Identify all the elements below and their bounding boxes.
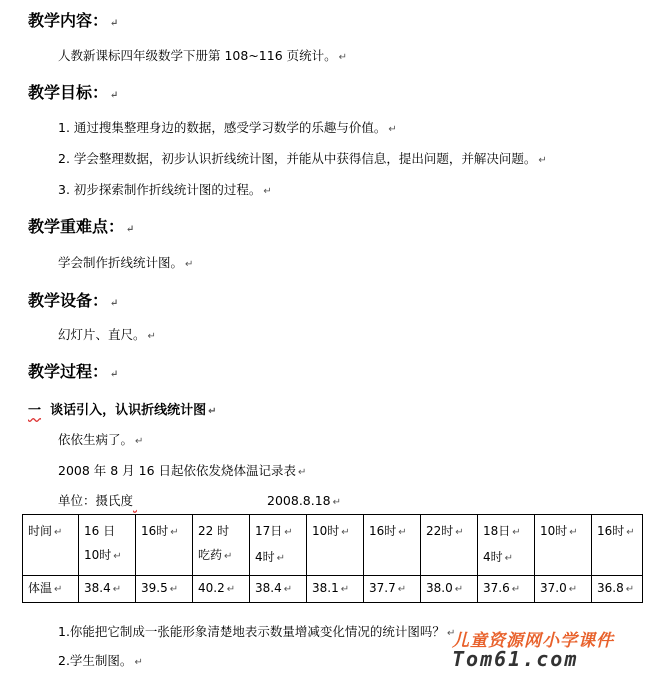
paragraph-mark-icon: ↵ <box>338 52 348 63</box>
table-cell: 10时 ↵ <box>307 515 364 576</box>
paragraph-mark-icon: ↵ <box>134 657 143 668</box>
paragraph-mark-icon: ↵ <box>224 551 233 562</box>
paragraph-mark-icon: ↵ <box>340 584 350 595</box>
paragraph-mark-icon: ↵ <box>388 124 397 135</box>
paragraph-mark-icon: ↵ <box>454 584 464 595</box>
paragraph-mark-icon: ↵ <box>298 467 307 478</box>
paragraph-mark-icon: ↵ <box>511 584 521 595</box>
paragraph-mark-icon: ↵ <box>169 584 179 595</box>
table-cell: 38.4 ↵ <box>79 576 136 603</box>
paragraph-mark-icon: ↵ <box>110 369 119 380</box>
goal-item-2: 2. 学会整理数据，初步认识折线统计图，并能从中获得信息，提出问题，并解决问题。 ↵ <box>58 151 547 166</box>
question-2: 2.学生制图。 ↵ <box>58 653 143 668</box>
watermark-logo: Tom61.com <box>452 647 579 671</box>
paragraph-mark-icon: ↵ <box>263 186 272 197</box>
table-cell: 16时 ↵ <box>592 515 643 576</box>
equipment-text: 幻灯片、直尺。 ↵ <box>58 327 156 342</box>
goal-item-3: 3. 初步探索制作折线统计图的过程。 ↵ <box>58 182 272 197</box>
paragraph-mark-icon: ↵ <box>568 584 578 595</box>
paragraph-mark-icon: ↵ <box>538 155 547 166</box>
goal-item-1: 1. 通过搜集整理身边的数据，感受学习数学的乐趣与价值。 ↵ <box>58 120 397 135</box>
paragraph-mark-icon: ↵ <box>332 497 342 508</box>
paragraph-mark-icon: ↵ <box>276 553 286 564</box>
table-cell: 时间 ↵ <box>23 515 79 576</box>
heading-process: 教学过程： ↵ <box>28 362 119 381</box>
table-cell: 10时 ↵ <box>535 515 592 576</box>
paragraph-mark-icon: ↵ <box>135 436 144 447</box>
table-cell: 38.1 ↵ <box>307 576 364 603</box>
paragraph-mark-icon: ↵ <box>54 584 63 595</box>
paragraph-mark-icon: ↵ <box>398 527 407 538</box>
paragraph-mark-icon: ↵ <box>283 584 293 595</box>
heading-goals: 教学目标： ↵ <box>28 83 119 102</box>
heading-equipment: 教学设备： ↵ <box>28 291 119 310</box>
paragraph-mark-icon: ↵ <box>569 527 578 538</box>
question-1: 1.你能把它制成一张能形象清楚地表示数量增减变化情况的统计图吗？ ↵ <box>58 624 456 639</box>
heading-content: 教学内容： ↵ <box>28 11 119 30</box>
watermark-text: 儿童资源网小学课件 <box>452 631 614 651</box>
paragraph-mark-icon: ↵ <box>626 527 635 538</box>
temperature-table <box>22 514 643 603</box>
table-cell: 18日 ↵ 4时 ↵ <box>478 515 535 576</box>
process-sub-heading: 一 谈话引入，认识折线统计图 ↵ <box>28 403 217 418</box>
table-unit-line: 单位：摄氏度 2008.8.18 ↵ <box>58 493 342 508</box>
paragraph-mark-icon: ↵ <box>110 18 119 29</box>
table-cell: 37.6 ↵ <box>478 576 535 603</box>
heading-key-points: 教学重难点： ↵ <box>28 217 135 236</box>
paragraph-mark-icon: ↵ <box>226 584 236 595</box>
paragraph-mark-icon: ↵ <box>112 584 122 595</box>
paragraph-mark-icon: ↵ <box>113 551 122 562</box>
paragraph-mark-icon: ↵ <box>110 298 119 309</box>
table-cell: 体温 ↵ <box>23 576 79 603</box>
table-cell: 16时 ↵ <box>364 515 421 576</box>
table-cell: 16 日 10时 ↵ <box>79 515 136 576</box>
paragraph-mark-icon: ↵ <box>397 584 407 595</box>
table-cell: 37.7 ↵ <box>364 576 421 603</box>
paragraph-mark-icon: ↵ <box>54 527 63 538</box>
table-row-time <box>23 515 643 576</box>
paragraph-mark-icon: ↵ <box>341 527 350 538</box>
paragraph-mark-icon: ↵ <box>126 224 135 235</box>
table-cell: 40.2 ↵ <box>193 576 250 603</box>
content-text: 人教新课标四年级数学下册第 108~116 页统计。 ↵ <box>58 48 348 63</box>
paragraph-mark-icon: ↵ <box>455 527 464 538</box>
table-row-temperature <box>23 576 643 603</box>
table-cell: 22时 ↵ <box>421 515 478 576</box>
paragraph-mark-icon: ↵ <box>208 406 217 417</box>
table-cell: 38.0 ↵ <box>421 576 478 603</box>
paragraph-mark-icon: ↵ <box>512 527 521 538</box>
table-title: 2008 年 8 月 16 日起依依发烧体温记录表 ↵ <box>58 463 307 478</box>
table-cell: 22 时 吃药 ↵ <box>193 515 250 576</box>
table-cell: 16时 ↵ <box>136 515 193 576</box>
paragraph-mark-icon: ↵ <box>110 90 119 101</box>
paragraph-mark-icon: ↵ <box>504 553 514 564</box>
paragraph-mark-icon: ↵ <box>185 259 194 270</box>
paragraph-mark-icon: ↵ <box>625 584 635 595</box>
table-cell: 17日 ↵ 4时 ↵ <box>250 515 307 576</box>
table-cell: 37.0 ↵ <box>535 576 592 603</box>
table-cell: 36.8 ↵ <box>592 576 643 603</box>
paragraph-mark-icon: ↵ <box>147 331 156 342</box>
key-points-text: 学会制作折线统计图。 ↵ <box>58 255 194 270</box>
table-cell: 38.4 ↵ <box>250 576 307 603</box>
paragraph-mark-icon: ↵ <box>170 527 179 538</box>
table-cell: 39.5 ↵ <box>136 576 193 603</box>
paragraph-mark-icon: ↵ <box>284 527 293 538</box>
paragraph-mark-icon: ↵ <box>446 628 456 639</box>
process-line-1: 依依生病了。 ↵ <box>58 432 144 447</box>
